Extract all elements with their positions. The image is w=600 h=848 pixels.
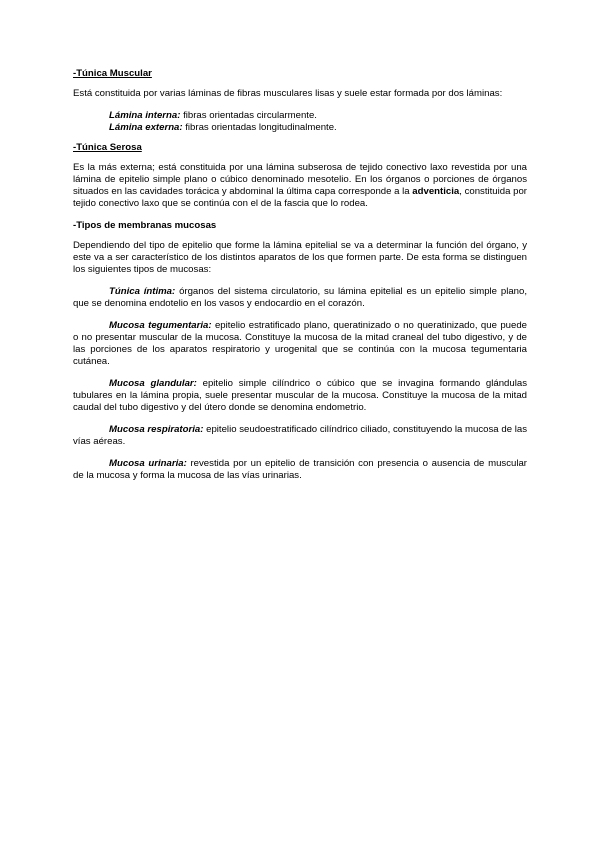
text-lamina-externa: fibras orientadas longitudinalmente. <box>182 122 337 133</box>
heading-tunica-serosa: -Túnica Serosa <box>73 142 142 153</box>
serosa-bold-adventicia: adventicia <box>412 186 460 197</box>
paragraph-muscular-intro: Está constituida por varias láminas de fibras musculares lisas y suele estar formada por dos láminas: <box>73 88 503 99</box>
text-lamina-interna: fibras orientadas circularmente. <box>180 110 317 121</box>
text-tunica-intima: órganos del sistema circulatorio, su lámina epitelial es un epitelio simple plano, que se denomina endotelio en los vasos y endocardio en el corazón. <box>73 286 527 309</box>
term-lamina-externa: Lámina externa: <box>109 122 183 133</box>
text-mucosa-respiratoria: epitelio seudoestratificado cilíndrico ciliado, constituyendo la mucosa de las vías aéreas. <box>73 424 528 447</box>
list-item-lamina-externa <box>109 122 527 134</box>
term-lamina-interna: Lámina interna: <box>109 110 181 121</box>
text-mucosa-glandular: epitelio simple cilíndrico o cúbico que se invagina formando glándulas tubulares en la lámina propia, suele presentar muscular de la mucosa. Constituye la mucosa de la mitad caudal del tubo digestivo y del útero donde se denomina endometrio. <box>73 378 527 413</box>
document-page <box>73 68 527 482</box>
term-tunica-intima: Túnica íntima: <box>109 286 176 297</box>
term-mucosa-glandular: Mucosa glandular: <box>109 378 197 389</box>
list-item-mucosa-glandular <box>73 378 527 414</box>
list-item-mucosa-respiratoria <box>73 424 527 448</box>
term-mucosa-tegumentaria: Mucosa tegumentaria: <box>109 320 212 331</box>
list-item-mucosa-urinaria <box>73 458 527 482</box>
paragraph-serosa <box>73 162 527 210</box>
text-mucosa-tegumentaria: epitelio estratificado plano, queratinizado o no queratinizado, que puede o no presentar muscular de la mucosa. Constituye la mucosa de la mitad craneal del tubo digestivo, y de las porciones de los aparatos respiratorio y urogenital que se continúa con la mucosa tegumentaria cutánea. <box>73 320 527 367</box>
paragraph-mucosas-intro: Dependiendo del tipo de epitelio que forme la lámina epitelial se va a determinar la función del órgano, y este va a ser característico de los distintos aparatos de los que formen parte. De esta forma se distinguen los siguientes tipos de mucosas: <box>73 240 527 275</box>
list-item-lamina-interna <box>109 110 527 122</box>
term-mucosa-urinaria: Mucosa urinaria: <box>109 458 187 469</box>
term-mucosa-respiratoria: Mucosa respiratoria: <box>109 424 204 435</box>
list-item-mucosa-tegumentaria <box>73 320 527 368</box>
heading-tunica-muscular: -Túnica Muscular <box>73 68 152 79</box>
serosa-text-after: , constituida por tejido conectivo laxo que se continúa con el de la fascia que lo rodea. <box>73 186 527 209</box>
text-mucosa-urinaria: revestida por un epitelio de transición con presencia o ausencia de muscular de la mucosa y forma la mucosa de las vías urinarias. <box>73 458 527 481</box>
list-item-tunica-intima <box>73 286 527 310</box>
list-laminas <box>109 110 527 134</box>
serosa-text-before: Es la más externa; está constituida por una lámina subserosa de tejido conectivo laxo revestida por una lámina de epitelio simple plano o cúbico denominado mesotelio. En los órganos o porciones de órganos situados en las cavidades torácica y abdominal la última capa corresponde a la <box>73 162 527 197</box>
heading-tipos-mucosas: -Tipos de membranas mucosas <box>73 220 217 231</box>
